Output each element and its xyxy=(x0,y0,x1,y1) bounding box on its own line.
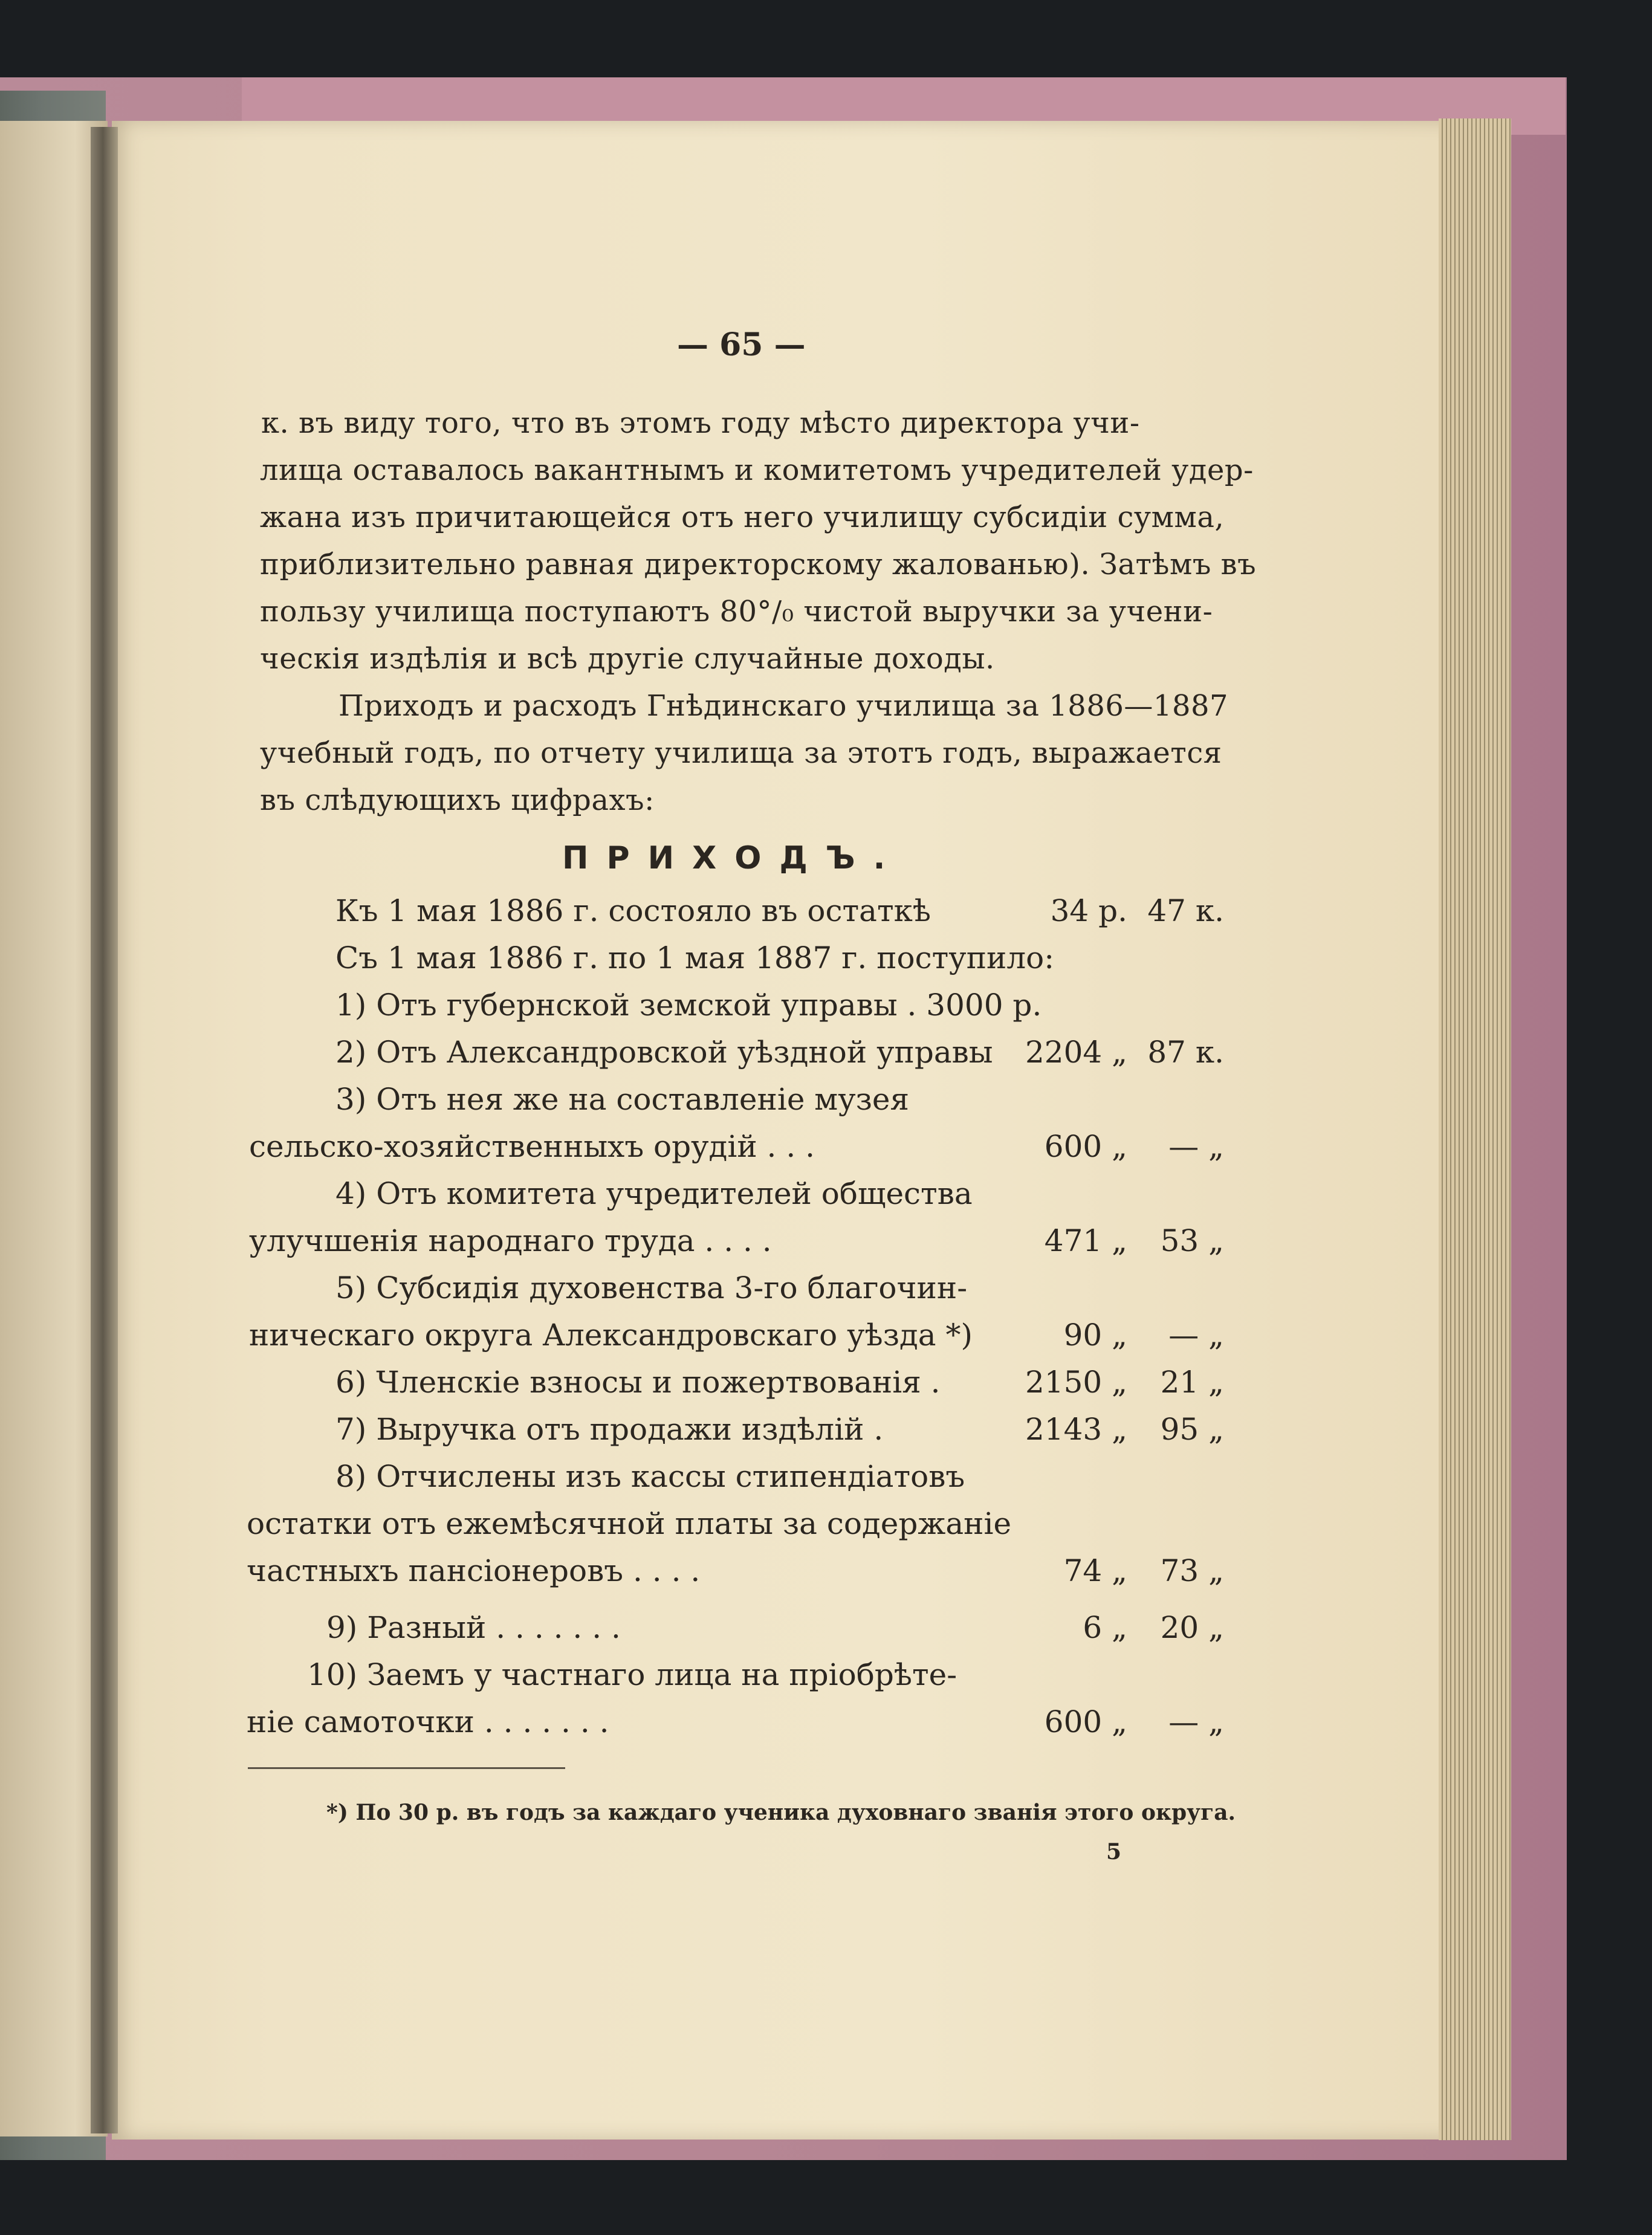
entry-text: 1) Отъ губернской земской управы . 3000 р. xyxy=(335,988,1042,1023)
paragraph-line: въ слѣдующихъ цифрахъ: xyxy=(260,783,655,817)
paragraph-line: Приходъ и расходъ Гнѣдинскаго училища за 1886—1887 xyxy=(338,689,1229,723)
entry-rubles: 34 р. xyxy=(1050,893,1127,928)
page-edges xyxy=(1439,118,1511,2140)
entry-rubles: 90 „ xyxy=(1063,1318,1127,1353)
entry-text: частныхъ пансіонеровъ . . . . xyxy=(247,1553,701,1588)
entry-rubles: 74 „ xyxy=(1063,1553,1127,1588)
entry-text: Съ 1 мая 1886 г. по 1 мая 1887 г. поступило: xyxy=(335,940,1055,975)
entry-text: ническаго округа Александровскаго уѣзда *) xyxy=(249,1318,973,1353)
entry-rubles: 2204 „ xyxy=(1025,1035,1127,1070)
entry-rubles: 600 „ xyxy=(1044,1704,1127,1739)
book-gutter xyxy=(91,127,118,2133)
footnote: *) По 30 р. въ годъ за каждаго ученика духовнаго званія этого округа. xyxy=(326,1800,1236,1825)
paragraph-line: учебный годъ, по отчету училища за этотъ годъ, выражается xyxy=(260,736,1222,770)
entry-text: 4) Отъ комитета учредителей общества xyxy=(335,1176,973,1211)
entry-text: улучшенія народнаго труда . . . . xyxy=(249,1223,772,1258)
paragraph-line: жана изъ причитающейся отъ него училищу субсидіи сумма, xyxy=(260,500,1225,534)
entry-text: 3) Отъ нея же на составленіе музея xyxy=(335,1082,910,1117)
entry-text: ніе самоточки . . . . . . . xyxy=(247,1704,609,1739)
paragraph-line: к. въ виду того, что въ этомъ году мѣсто директора учи- xyxy=(261,406,1140,440)
entry-text: 2) Отъ Александровской уѣздной управы xyxy=(335,1035,993,1070)
entry-kopecks: 95 „ xyxy=(1160,1412,1224,1447)
paragraph-line: лища оставалось вакантнымъ и комитетомъ учредителей удер- xyxy=(260,453,1254,487)
entry-text: 7) Выручка отъ продажи издѣлій . xyxy=(335,1412,884,1447)
entry-kopecks: — „ xyxy=(1168,1129,1224,1164)
entry-rubles: 2150 „ xyxy=(1025,1365,1127,1400)
page-number: — 65 — xyxy=(677,326,806,363)
entry-kopecks: — „ xyxy=(1168,1704,1224,1739)
entry-kopecks: 20 „ xyxy=(1160,1610,1224,1645)
footnote-rule xyxy=(248,1767,565,1769)
entry-kopecks: 47 к. xyxy=(1147,893,1224,928)
entry-kopecks: — „ xyxy=(1168,1318,1224,1353)
entry-kopecks: 21 „ xyxy=(1160,1365,1224,1400)
signature-mark: 5 xyxy=(1106,1839,1122,1865)
entry-rubles: 600 „ xyxy=(1044,1129,1127,1164)
paragraph-line: ческія издѣлія и всѣ другіе случайные доходы. xyxy=(260,642,995,676)
entry-text: 10) Заемъ у частнаго лица на пріобрѣте- xyxy=(307,1657,957,1692)
entry-text: 8) Отчислены изъ кассы стипендіатовъ xyxy=(335,1459,965,1494)
paragraph-line: приблизительно равная директорскому жалованью). Затѣмъ въ xyxy=(260,548,1257,581)
entry-text: 6) Членскіе взносы и пожертвованія . xyxy=(335,1365,941,1400)
entry-text: остатки отъ ежемѣсячной платы за содержаніе xyxy=(247,1506,1012,1541)
entry-kopecks: 53 „ xyxy=(1160,1223,1224,1258)
entry-text: Къ 1 мая 1886 г. состояло въ остаткѣ xyxy=(335,893,931,928)
paragraph-line: пользу училища поступаютъ 80°/₀ чистой выручки за учени- xyxy=(260,595,1213,629)
section-heading: ПРИХОДЪ. xyxy=(562,840,904,876)
entry-kopecks: 87 к. xyxy=(1147,1035,1224,1070)
entry-rubles: 6 „ xyxy=(1083,1610,1127,1645)
entry-rubles: 471 „ xyxy=(1044,1223,1127,1258)
entry-text: 9) Разный . . . . . . . xyxy=(326,1610,621,1645)
entry-text: 5) Субсидія духовенства 3-го благочин- xyxy=(335,1270,968,1305)
entry-rubles: 2143 „ xyxy=(1025,1412,1127,1447)
entry-kopecks: 73 „ xyxy=(1160,1553,1224,1588)
entry-text: сельско-хозяйственныхъ орудій . . . xyxy=(249,1129,815,1164)
